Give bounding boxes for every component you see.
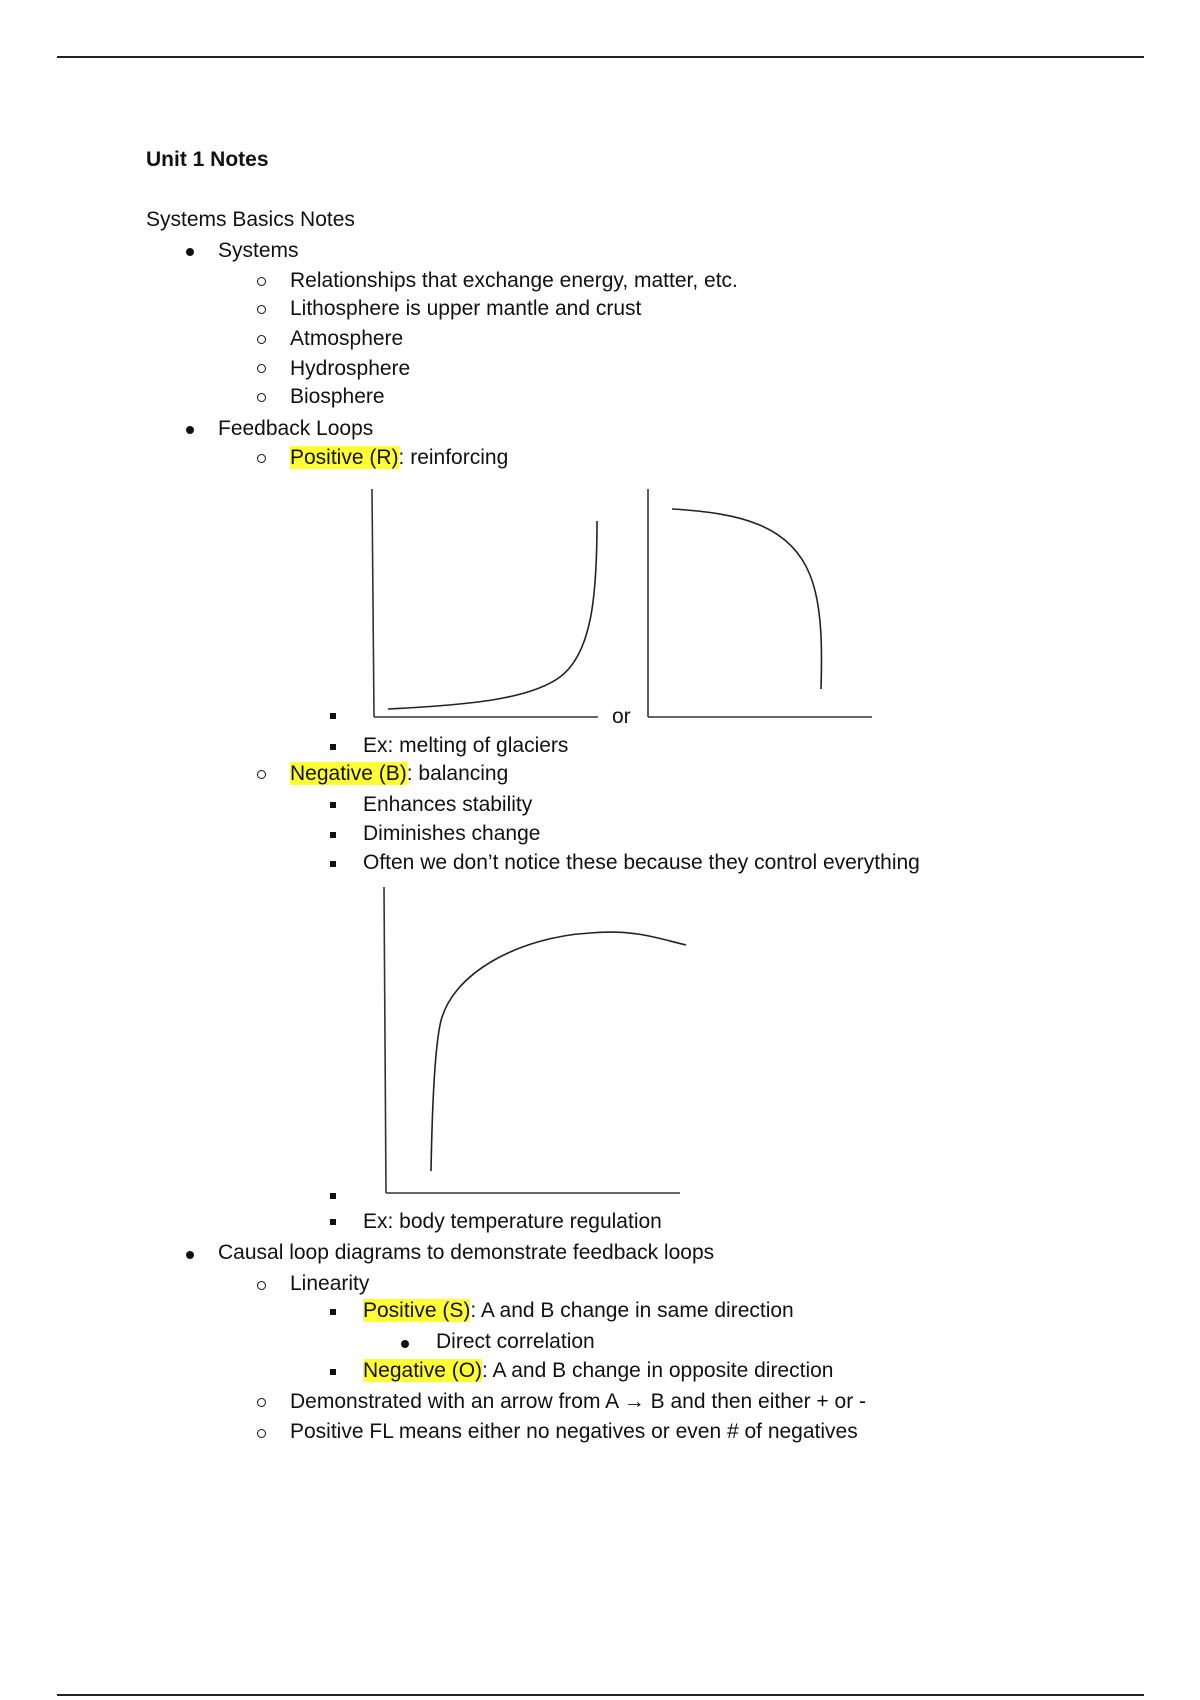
negative-loop-line bbox=[290, 760, 508, 788]
sketch-y-axis bbox=[372, 489, 374, 717]
causal-heading: Causal loop diagrams to demonstrate feedback loops bbox=[218, 1241, 715, 1264]
balancing-curve bbox=[431, 932, 686, 1171]
decline-curve bbox=[672, 509, 822, 689]
bullet-disc bbox=[186, 1251, 194, 1259]
footer-rule bbox=[57, 1694, 1144, 1696]
systems-item: Hydrosphere bbox=[290, 357, 411, 380]
bullet-square bbox=[330, 1369, 336, 1375]
direct-correlation-item: Direct correlation bbox=[436, 1330, 595, 1353]
bullet-circle bbox=[257, 1281, 266, 1290]
negative-loop-highlight: Negative (B) bbox=[290, 762, 407, 785]
bullet-square bbox=[330, 1193, 336, 1199]
positive-example: Ex: melting of glaciers bbox=[363, 734, 569, 757]
negative-item: Diminishes change bbox=[363, 822, 541, 845]
linearity-item: Linearity bbox=[290, 1272, 370, 1295]
header-rule bbox=[57, 56, 1144, 58]
positive-fl-item: Positive FL means either no negatives or even # of negatives bbox=[290, 1420, 858, 1443]
positive-correlation-line bbox=[363, 1297, 794, 1325]
positive-s-highlight: Positive (S) bbox=[363, 1299, 471, 1322]
positive-loop-desc: : reinforcing bbox=[398, 446, 509, 469]
negative-item: Often we don’t notice these because they control everything bbox=[363, 851, 920, 874]
systems-item: Biosphere bbox=[290, 385, 385, 408]
growth-curve bbox=[388, 521, 597, 709]
bullet-square bbox=[330, 861, 336, 867]
negative-o-highlight: Negative (O) bbox=[363, 1359, 483, 1382]
systems-item: Lithosphere is upper mantle and crust bbox=[290, 297, 642, 320]
bullet-square bbox=[330, 1219, 336, 1225]
bullet-circle bbox=[257, 770, 266, 779]
bullet-disc bbox=[186, 248, 194, 256]
page-title: Unit 1 Notes bbox=[146, 148, 269, 171]
positive-loop-line bbox=[290, 444, 508, 472]
section-title: Systems Basics Notes bbox=[146, 208, 355, 231]
negative-item: Enhances stability bbox=[363, 793, 533, 816]
negative-feedback-sketch bbox=[370, 885, 690, 1195]
negative-example: Ex: body temperature regulation bbox=[363, 1210, 662, 1233]
bullet-circle bbox=[257, 454, 266, 463]
systems-item: Atmosphere bbox=[290, 327, 404, 350]
bullet-circle bbox=[257, 1398, 266, 1407]
bullet-square bbox=[330, 713, 336, 719]
feedback-heading: Feedback Loops bbox=[218, 417, 374, 440]
bullet-square bbox=[330, 802, 336, 808]
bullet-circle bbox=[257, 364, 266, 373]
positive-feedback-sketch bbox=[320, 485, 880, 725]
bullet-circle bbox=[257, 393, 266, 402]
bullet-square bbox=[330, 744, 336, 750]
systems-heading: Systems bbox=[218, 239, 299, 262]
negative-o-desc: : A and B change in opposite direction bbox=[482, 1359, 834, 1382]
bullet-square bbox=[330, 1309, 336, 1315]
or-label: or bbox=[612, 705, 631, 728]
positive-s-desc: : A and B change in same direction bbox=[470, 1299, 794, 1322]
demo-item: Demonstrated with an arrow from A → B and then either + or - bbox=[290, 1390, 867, 1413]
bullet-circle bbox=[257, 1429, 266, 1438]
bullet-disc bbox=[401, 1340, 409, 1348]
bullet-disc bbox=[186, 426, 194, 434]
negative-correlation-line bbox=[363, 1357, 833, 1385]
bullet-circle bbox=[257, 335, 266, 344]
sketch-y-axis bbox=[384, 887, 386, 1193]
negative-loop-desc: : balancing bbox=[406, 762, 509, 785]
bullet-circle bbox=[257, 277, 266, 286]
bullet-circle bbox=[257, 305, 266, 314]
bullet-square bbox=[330, 832, 336, 838]
systems-item: Relationships that exchange energy, matter, etc. bbox=[290, 269, 738, 292]
positive-loop-highlight: Positive (R) bbox=[290, 446, 399, 469]
